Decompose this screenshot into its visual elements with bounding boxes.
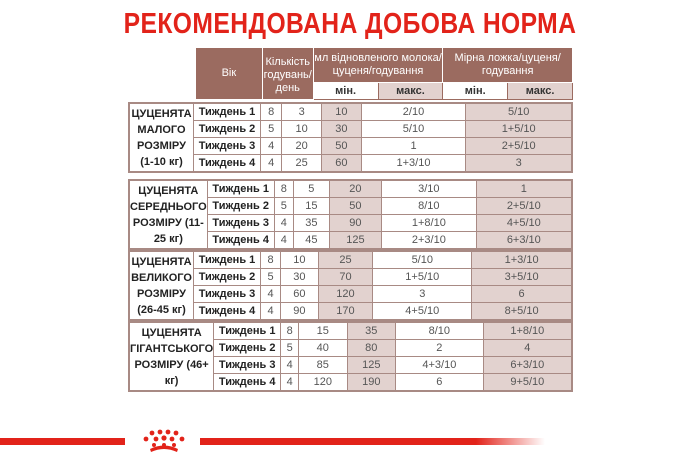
cell-scoop-min: 1 bbox=[361, 138, 466, 155]
cell-feedings: 4 bbox=[274, 232, 293, 250]
header-scoop-max: макс. bbox=[508, 83, 573, 100]
cell-scoop-min: 6 bbox=[396, 374, 484, 392]
size-group-label: ЦУЦЕНЯТА ГІГАНТСЬКОГО РОЗМІРУ (46+ кг) bbox=[129, 322, 214, 391]
cell-feedings: 8 bbox=[261, 251, 281, 269]
cell-scoop-max: 3+5/10 bbox=[472, 269, 572, 286]
table-row bbox=[129, 303, 572, 321]
brand-line-left bbox=[0, 438, 125, 445]
cell-scoop-max: 1+5/10 bbox=[466, 121, 572, 138]
cell-scoop-min: 2+3/10 bbox=[382, 232, 477, 250]
cell-scoop-max: 3 bbox=[466, 155, 572, 173]
table-row bbox=[129, 138, 572, 155]
cell-week: Тиждень 4 bbox=[194, 155, 261, 173]
cell-feedings: 4 bbox=[261, 303, 281, 321]
cell-milk-max: 50 bbox=[322, 138, 362, 155]
cell-milk-max: 10 bbox=[322, 103, 362, 121]
header-scoop: Мірна ложка/цуценя/ годування bbox=[443, 48, 573, 83]
cell-scoop-max: 6 bbox=[472, 286, 572, 303]
cell-scoop-min: 3/10 bbox=[382, 180, 477, 198]
cell-milk-min: 40 bbox=[299, 340, 348, 357]
cell-milk-min: 10 bbox=[281, 251, 318, 269]
cell-milk-min: 120 bbox=[299, 374, 348, 392]
cell-milk-max: 50 bbox=[329, 198, 381, 215]
cell-week: Тиждень 3 bbox=[194, 286, 261, 303]
cell-milk-max: 190 bbox=[347, 374, 396, 392]
cell-week: Тиждень 4 bbox=[194, 303, 261, 321]
cell-milk-max: 25 bbox=[318, 251, 373, 269]
cell-scoop-max: 5/10 bbox=[466, 103, 572, 121]
size-group-label: ЦУЦЕНЯТА ВЕЛИКОГО РОЗМІРУ (26-45 кг) bbox=[129, 251, 194, 320]
table-row bbox=[129, 121, 572, 138]
cell-milk-min: 15 bbox=[293, 198, 329, 215]
cell-feedings: 5 bbox=[274, 198, 293, 215]
cell-week: Тиждень 1 bbox=[207, 180, 274, 198]
cell-scoop-max: 4 bbox=[483, 340, 572, 357]
cell-feedings: 4 bbox=[274, 215, 293, 232]
header-scoop-min: мін. bbox=[443, 83, 508, 100]
cell-milk-max: 60 bbox=[322, 155, 362, 173]
cell-milk-min: 60 bbox=[281, 286, 318, 303]
cell-feedings: 4 bbox=[281, 374, 299, 392]
cell-milk-max: 70 bbox=[318, 269, 373, 286]
cell-week: Тиждень 4 bbox=[214, 374, 281, 392]
cell-feedings: 8 bbox=[274, 180, 293, 198]
cell-week: Тиждень 2 bbox=[214, 340, 281, 357]
cell-milk-max: 125 bbox=[329, 232, 381, 250]
table-row bbox=[129, 322, 572, 340]
cell-feedings: 4 bbox=[281, 357, 299, 374]
cell-milk-min: 90 bbox=[281, 303, 318, 321]
header-milk: мл відновленого молока/ цуценя/годування bbox=[313, 48, 443, 83]
cell-scoop-max: 6+3/10 bbox=[483, 357, 572, 374]
cell-scoop-min: 1+8/10 bbox=[382, 215, 477, 232]
cell-scoop-max: 1+8/10 bbox=[483, 322, 572, 340]
cell-week: Тиждень 1 bbox=[194, 103, 261, 121]
table-row bbox=[129, 180, 572, 198]
cell-milk-min: 25 bbox=[282, 155, 322, 173]
cell-scoop-min: 2/10 bbox=[361, 103, 466, 121]
size-group-label: ЦУЦЕНЯТА СЕРЕДНЬОГО РОЗМІРУ (11-25 кг) bbox=[129, 180, 207, 249]
cell-week: Тиждень 2 bbox=[194, 269, 261, 286]
cell-feedings: 5 bbox=[261, 121, 282, 138]
cell-scoop-min: 4+5/10 bbox=[373, 303, 472, 321]
cell-scoop-min: 8/10 bbox=[382, 198, 477, 215]
cell-milk-max: 125 bbox=[347, 357, 396, 374]
cell-week: Тиждень 3 bbox=[194, 138, 261, 155]
table-row bbox=[129, 251, 572, 269]
header-milk-max: макс. bbox=[378, 83, 443, 100]
cell-scoop-min: 8/10 bbox=[396, 322, 484, 340]
cell-week: Тиждень 4 bbox=[207, 232, 274, 250]
cell-milk-max: 90 bbox=[329, 215, 381, 232]
cell-week: Тиждень 1 bbox=[194, 251, 261, 269]
cell-milk-min: 35 bbox=[293, 215, 329, 232]
cell-scoop-max: 1+3/10 bbox=[472, 251, 572, 269]
cell-feedings: 8 bbox=[261, 103, 282, 121]
cell-week: Тиждень 2 bbox=[207, 198, 274, 215]
cell-scoop-max: 4+5/10 bbox=[476, 215, 572, 232]
table-row bbox=[129, 103, 572, 121]
cell-scoop-min: 1+5/10 bbox=[373, 269, 472, 286]
cell-milk-min: 20 bbox=[282, 138, 322, 155]
page-title: РЕКОМЕНДОВАНА ДОБОВА НОРМА bbox=[123, 8, 577, 40]
cell-milk-min: 45 bbox=[293, 232, 329, 250]
cell-scoop-max: 2+5/10 bbox=[476, 198, 572, 215]
cell-scoop-max: 9+5/10 bbox=[483, 374, 572, 392]
cell-milk-min: 5 bbox=[293, 180, 329, 198]
header-milk-min: мін. bbox=[313, 83, 378, 100]
cell-milk-min: 3 bbox=[282, 103, 322, 121]
cell-scoop-min: 5/10 bbox=[361, 121, 466, 138]
cell-feedings: 8 bbox=[281, 322, 299, 340]
size-group-table bbox=[128, 321, 573, 392]
cell-feedings: 5 bbox=[281, 340, 299, 357]
cell-week: Тиждень 2 bbox=[194, 121, 261, 138]
size-group-label: ЦУЦЕНЯТА МАЛОГО РОЗМІРУ (1-10 кг) bbox=[129, 103, 194, 172]
cell-scoop-max: 1 bbox=[476, 180, 572, 198]
crown-icon bbox=[144, 430, 185, 452]
header-age: Вік bbox=[196, 48, 263, 100]
table-header bbox=[195, 47, 573, 100]
cell-milk-max: 170 bbox=[318, 303, 373, 321]
cell-scoop-min: 2 bbox=[396, 340, 484, 357]
cell-week: Тиждень 3 bbox=[214, 357, 281, 374]
cell-milk-max: 20 bbox=[329, 180, 381, 198]
table-row bbox=[129, 155, 572, 173]
cell-milk-min: 10 bbox=[282, 121, 322, 138]
cell-milk-min: 30 bbox=[281, 269, 318, 286]
cell-scoop-max: 6+3/10 bbox=[476, 232, 572, 250]
cell-scoop-min: 3 bbox=[373, 286, 472, 303]
cell-scoop-min: 4+3/10 bbox=[396, 357, 484, 374]
cell-week: Тиждень 3 bbox=[207, 215, 274, 232]
cell-milk-max: 80 bbox=[347, 340, 396, 357]
cell-scoop-min: 1+3/10 bbox=[361, 155, 466, 173]
table-row bbox=[129, 286, 572, 303]
brand-line-right bbox=[200, 438, 545, 445]
cell-feedings: 4 bbox=[261, 138, 282, 155]
cell-feedings: 5 bbox=[261, 269, 281, 286]
cell-milk-max: 120 bbox=[318, 286, 373, 303]
cell-scoop-max: 8+5/10 bbox=[472, 303, 572, 321]
size-group-table bbox=[128, 179, 573, 250]
royal-canin-logo bbox=[0, 428, 700, 458]
cell-milk-min: 15 bbox=[299, 322, 348, 340]
cell-scoop-min: 5/10 bbox=[373, 251, 472, 269]
table-row bbox=[129, 269, 572, 286]
cell-milk-max: 30 bbox=[322, 121, 362, 138]
size-group-table bbox=[128, 250, 573, 321]
cell-milk-max: 35 bbox=[347, 322, 396, 340]
cell-scoop-max: 2+5/10 bbox=[466, 138, 572, 155]
cell-week: Тиждень 1 bbox=[214, 322, 281, 340]
header-feedings: Кількість годувань/ день bbox=[262, 48, 313, 100]
cell-feedings: 4 bbox=[261, 286, 281, 303]
size-group-table bbox=[128, 102, 573, 173]
cell-milk-min: 85 bbox=[299, 357, 348, 374]
cell-feedings: 4 bbox=[261, 155, 282, 173]
